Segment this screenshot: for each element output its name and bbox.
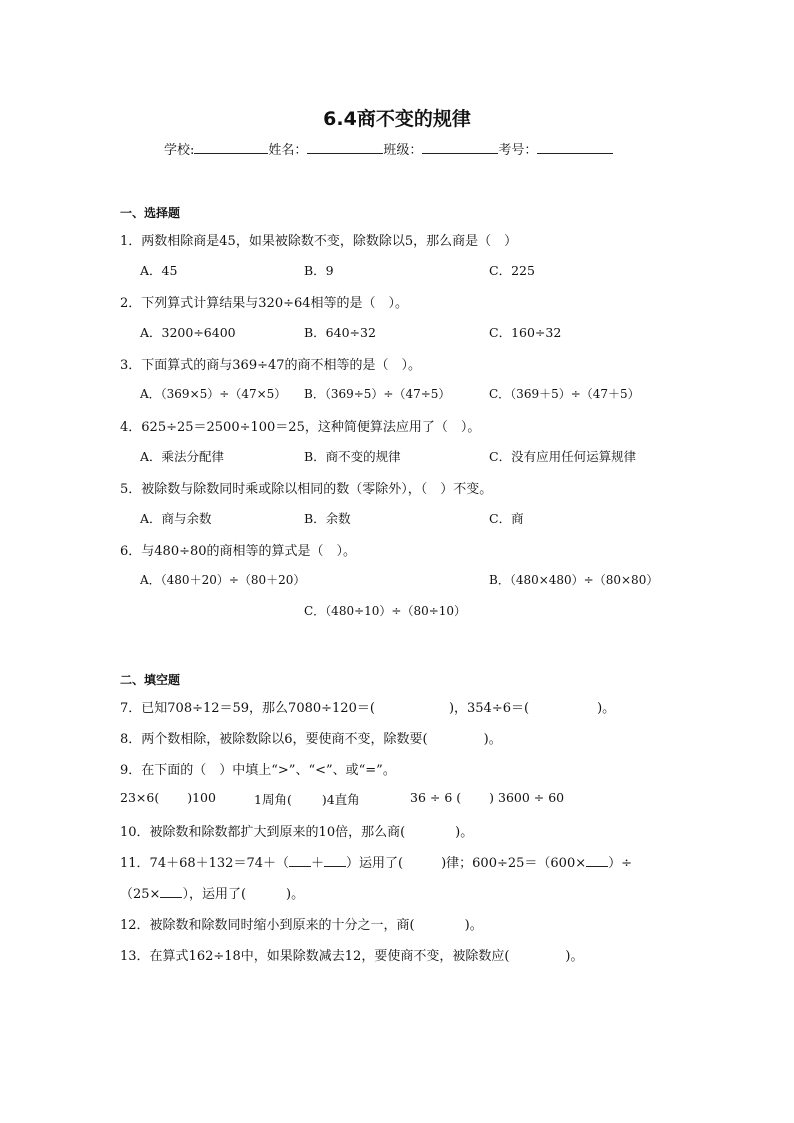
question-8-text-a: 8．两个数相除，被除数除以6，要使商不变，除数要( [120,732,428,747]
question-6-option-b[interactable]: B．（480×480）÷（80×80） [489,573,659,587]
question-11-text-a: 11．74＋68＋132＝74＋（ [120,856,289,871]
question-9-item-1-left: 23×6( [120,790,160,805]
question-11-line2-c: )。 [286,887,305,902]
exam-number-blank[interactable] [537,141,613,154]
question-2-option-a[interactable]: A．3200÷6400 [140,325,236,340]
question-11-line-1 [120,852,632,871]
question-9-item-2-right: )4直角 [321,792,360,807]
question-1-option-c[interactable]: C．225 [489,263,535,278]
question-6-option-a[interactable]: A．（480＋20）÷（80＋20） [140,573,306,587]
question-7 [120,697,615,716]
question-11-blank-2[interactable] [324,854,346,867]
question-7-text-b: )，354÷6＝( [448,701,530,716]
question-6-stem: 6．与480÷80的商相等的算式是（ ）。 [120,544,357,559]
question-12-text-b: )。 [464,918,483,933]
question-1-stem: 1．两数相除商是45，如果被除数不变，除数除以5，那么商是（ ） [120,234,518,249]
question-12-text-a: 12．被除数和除数同时缩小到原来的十分之一，商( [120,918,415,933]
question-7-text-a: 7．已知708÷12＝59，那么7080÷120＝( [120,701,375,716]
question-12 [120,914,483,933]
question-4-option-b[interactable]: B．商不变的规律 [304,449,401,464]
question-4-stem: 4．625÷25＝2500÷100＝25，这种简便算法应用了（ ）。 [120,420,481,435]
question-11-blank-4[interactable] [160,885,182,898]
question-1-option-b[interactable]: B．9 [304,263,334,278]
question-11-text-d: ）÷ [608,856,633,871]
name-blank[interactable] [307,141,383,154]
question-8-text-b: )。 [483,732,502,747]
question-3-option-b[interactable]: B．（369÷5）÷（47÷5） [304,387,451,401]
question-3-option-a[interactable]: A．（369×5）÷（47×5） [140,387,287,401]
student-info-row [164,139,613,158]
question-9-item-1-right: )100 [187,790,216,805]
question-4-option-a[interactable]: A．乘法分配律 [140,449,225,464]
school-label: 学校: [164,143,195,158]
question-11-text-c: )律；600÷25＝（600× [441,856,587,871]
page-title: 6.4商不变的规律 [323,108,471,130]
school-blank[interactable] [194,141,268,154]
question-10 [120,821,473,840]
question-13-text-a: 13．在算式162÷18中，如果除数减去12，要使商不变，被除数应( [120,949,510,964]
question-5-option-a[interactable]: A．商与余数 [140,511,212,526]
question-3-stem: 3．下面算式的商与369÷47的商不相等的是（ ）。 [120,358,422,373]
question-3-option-c[interactable]: C．（369＋5）÷（47＋5） [489,387,640,401]
section-heading-choice: 一、选择题 [120,206,181,220]
question-2-stem: 2．下列算式计算结果与320÷64相等的是（ ）。 [120,296,409,311]
question-9-item-3-left: 36 ÷ 6 ( [410,790,462,805]
question-11-line2-a: （25× [120,887,161,902]
question-2-option-c[interactable]: C．160÷32 [489,325,562,340]
question-8 [120,728,502,747]
question-9-stem: 9．在下面的（ ）中填上“>”、“<”、或“=”。 [120,763,396,778]
question-11-line2-b: ），运用了( [182,887,247,902]
question-10-text-b: )。 [455,825,474,840]
class-blank[interactable] [422,141,498,154]
question-5-option-c[interactable]: C．商 [489,511,524,526]
question-9-item-2-left: 1周角( [254,792,292,807]
question-2-option-b[interactable]: B．640÷32 [304,325,376,340]
class-label: 班级： [383,143,423,158]
question-1-option-a[interactable]: A．45 [140,263,178,278]
question-5-stem: 5．被除数与除数同时乘或除以相同的数（零除外），（ ）不变。 [120,482,493,497]
question-13 [120,945,583,964]
question-11-blank-3[interactable] [586,854,608,867]
question-9-item-2 [254,790,360,808]
question-4-option-c[interactable]: C．没有应用任何运算规律 [489,449,637,464]
question-11-plus: ＋ [310,856,324,871]
question-5-option-b[interactable]: B．余数 [304,511,351,526]
question-11-line-2 [120,883,304,902]
question-6-option-c[interactable]: C．（480÷10）÷（80÷10） [304,604,467,618]
question-11-blank-1[interactable] [289,854,311,867]
question-7-text-c: )。 [597,701,616,716]
question-9-item-1 [120,790,216,805]
question-10-text-a: 10．被除数和除数都扩大到原来的10倍，那么商( [120,825,406,840]
name-label: 姓名： [268,143,308,158]
question-11-text-b: ）运用了( [346,856,404,871]
section-heading-fill-in: 二、填空题 [120,673,181,687]
question-9-item-3 [410,790,564,805]
question-9-item-3-right: ) 3600 ÷ 60 [489,790,565,805]
exam-number-label: 考号： [498,143,538,158]
question-13-text-b: )。 [565,949,584,964]
